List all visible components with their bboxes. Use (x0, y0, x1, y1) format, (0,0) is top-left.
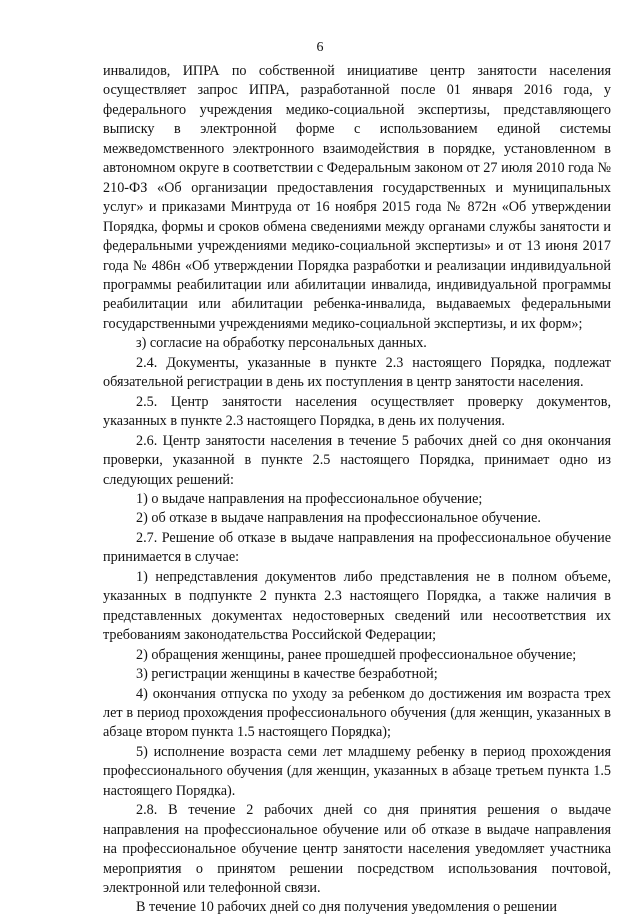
paragraph: 2.8. В течение 2 рабочих дней со дня принятия решения о выдаче направления на профессиональное обучение или об отказе в выдаче направления на профессиональное обучение центр занятости населения уведомляет участника мероприятия о принятом решении посредством использования почтовой, электронной или телефонной связи. (103, 802, 611, 897)
paragraph: 2.4. Документы, указанные в пункте 2.3 настоящего Порядка, подлежат обязательной регистрации в день их поступления в центр занятости населения. (103, 354, 611, 391)
paragraph: 2.5. Центр занятости населения осуществляет проверку документов, указанных в пункте 2.3 настоящего Порядка, в день их получения. (103, 393, 611, 430)
page-number: 6 (316, 40, 324, 55)
document-body (103, 62, 611, 918)
paragraph: 2) об отказе в выдаче направления на профессиональное обучение. (136, 510, 541, 527)
paragraph: 1) непредставления документов либо представления не в полном объеме, указанных в подпункте 2 пункта 2.3 настоящего Порядка, а также наличия в представленных документах недостоверных сведений или несоответствия их требованиям законодательства Российской Федерации; (103, 568, 611, 644)
paragraph: 2.7. Решение об отказе в выдаче направления на профессиональное обучение принимается в случае: (103, 529, 611, 566)
paragraph: инвалидов, ИПРА по собственной инициативе центр занятости населения осуществляет запрос ИПРА, разработанной после 01 января 2016 года, у федерального учреждения медико-социальной экспертизы, представляющего выписку в электронной форме с использованием единой системы межведомственного электронного взаимодействия в порядке, установленном в автономном округе в соответствии с Федеральным законом от 27 июля 2010 года № 210-ФЗ «Об организации предоставления государственных и муниципальных услуг» и приказами Минтруда от 16 ноября 2015 года № 872н «Об утверждении Порядка, формы и сроков обмена сведениями между органами службы занятости и федеральными учреждениями медико-социальной экспертизы» и от 13 июня 2017 года № 486н «Об утверждении Порядка разработки и реализации индивидуальной программы реабилитации или абилитации инвалида, индивидуальной программы реабилитации или абилитации ребенка-инвалида, выдаваемых федеральными государственными учреждениями медико-социальной экспертизы, и их форм»; (103, 63, 611, 332)
paragraph: В течение 10 рабочих дней со дня получения уведомления о решении (136, 899, 557, 916)
paragraph: 2) обращения женщины, ранее прошедшей профессиональное обучение; (136, 646, 577, 663)
paragraph: 4) окончания отпуска по уходу за ребенком до достижения им возраста трех лет в период прохождения профессионального обучения (для женщин, указанных в абзаце втором пункта 1.5 настоящего Порядка); (103, 685, 611, 741)
paragraph: 5) исполнение возраста семи лет младшему ребенку в период прохождения профессионального обучения (для женщин, указанных в абзаце третьем пункта 1.5 настоящего Порядка). (103, 743, 611, 799)
paragraph: з) согласие на обработку персональных данных. (136, 335, 427, 352)
paragraph: 3) регистрации женщины в качестве безработной; (136, 666, 438, 683)
paragraph: 2.6. Центр занятости населения в течение 5 рабочих дней со дня окончания проверки, указанной в пункте 2.5 настоящего Порядка, принимает одно из следующих решений: (103, 432, 611, 488)
paragraph: 1) о выдаче направления на профессиональное обучение; (136, 490, 483, 507)
